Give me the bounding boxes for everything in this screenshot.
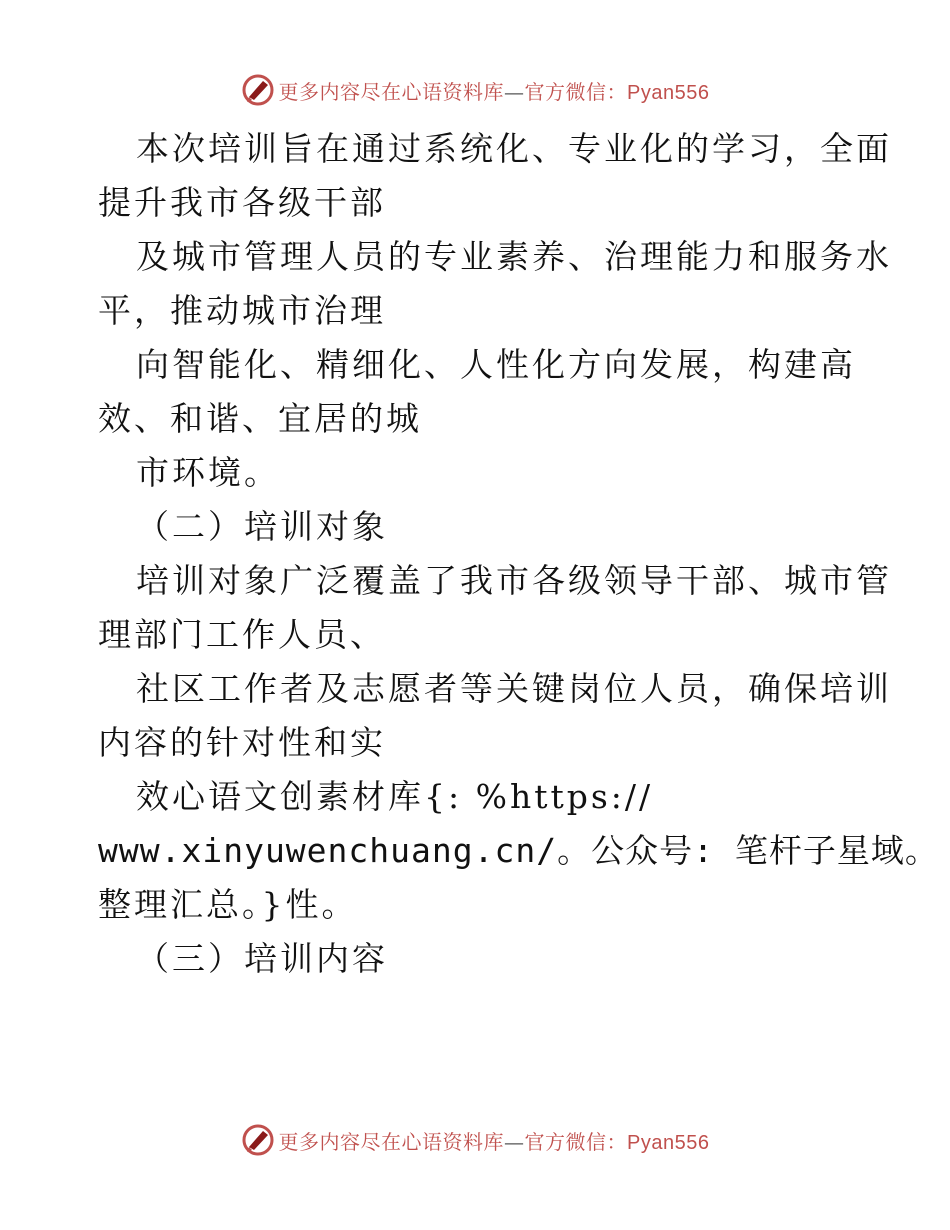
paragraph-line: 平，推动城市治理 bbox=[98, 291, 386, 330]
paragraph-line: 及城市管理人员的专业素养、治理能力和服务水 bbox=[136, 237, 892, 276]
paragraph-line: 效心语文创素材库{: %https:// bbox=[136, 777, 654, 816]
paragraph-line: 向智能化、精细化、人性化方向发展，构建高 bbox=[136, 345, 856, 384]
paragraph-line: 效、和谐、宜居的城 bbox=[98, 399, 422, 438]
document-body bbox=[98, 122, 939, 986]
banner-separator: — bbox=[504, 1129, 525, 1154]
banner-contact: 官方微信：Pyan556 bbox=[524, 81, 710, 104]
paragraph-line: www.xinyuwenchuang.cn/。公众号: 笔杆子星域。 bbox=[98, 831, 939, 870]
section-heading: （三）培训内容 bbox=[136, 939, 388, 978]
paragraph-line: 本次培训旨在通过系统化、专业化的学习，全面 bbox=[136, 129, 892, 168]
pen-logo-icon bbox=[241, 73, 275, 107]
section-heading: （二）培训对象 bbox=[136, 507, 388, 546]
banner-site-text: 更多内容尽在心语资料库 bbox=[278, 1129, 505, 1154]
paragraph-line: 内容的针对性和实 bbox=[98, 723, 386, 762]
paragraph-line: 培训对象广泛覆盖了我市各级领导干部、城市管 bbox=[136, 561, 892, 600]
paragraph-line: 整理汇总。}性。 bbox=[98, 885, 358, 924]
paragraph-line: 市环境。 bbox=[136, 453, 280, 492]
banner-site-text: 更多内容尽在心语资料库 bbox=[278, 79, 505, 104]
footer-banner bbox=[0, 1120, 950, 1160]
pen-logo-icon bbox=[241, 1123, 275, 1157]
banner-separator: — bbox=[504, 79, 525, 104]
banner-contact: 官方微信：Pyan556 bbox=[524, 1131, 710, 1154]
paragraph-line: 理部门工作人员、 bbox=[98, 615, 386, 654]
paragraph-line: 提升我市各级干部 bbox=[98, 183, 386, 222]
paragraph-line: 社区工作者及志愿者等关键岗位人员，确保培训 bbox=[136, 669, 892, 708]
header-banner bbox=[0, 70, 950, 110]
